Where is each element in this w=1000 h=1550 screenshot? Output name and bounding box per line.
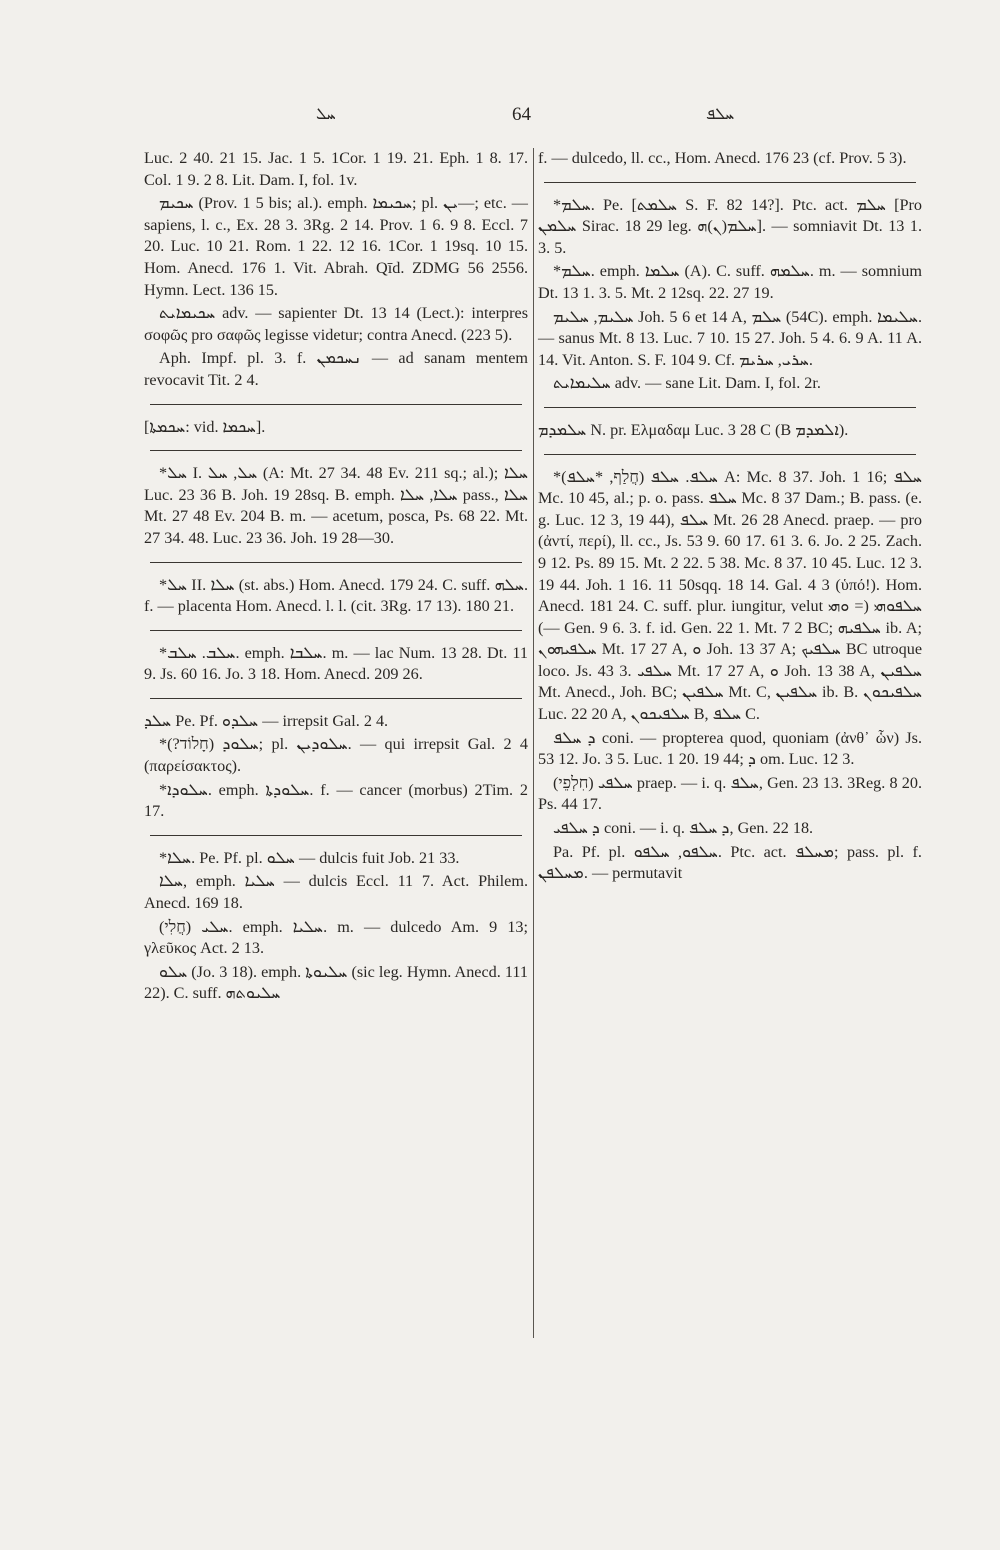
dictionary-entry: ܕ ܚܠܦ coni. — propterea quod, quoniam (ἀνθ᾽ ὧν) Js. 53 12. Jo. 3 5. Luc. 1 20. 19 44; ܕ om. Luc. 12 3. xyxy=(538,728,922,769)
dictionary-entry: Pa. Pf. pl. ܚܠܦܘ, ܚܠܦܘ. Ptc. act. ܡܚܠܦ; pass. pl. f. ܡܚܠܦܢ. — permutavit xyxy=(538,842,922,883)
dictionary-entry: *ܚܠ II. ܚܠܐ (st. abs.) Hom. Anecd. 179 24. C. suff. ܚܠܗ. f. — placenta Hom. Anecd. l. l. (cit. 3Rg. 17 13). 180 21. xyxy=(144,575,528,616)
dictionary-entry: Luc. 2 40. 21 15. Jac. 1 5. 1Cor. 1 19. 21. Eph. 1 8. 17. Col. 1 9. 2 8. Lit. Dam. I, fol. 1v. xyxy=(144,149,528,189)
entry-separator-rule xyxy=(150,835,522,836)
dictionary-entry: ܚܠܝܡܐܝܬ adv. — sane Lit. Dam. I, fol. 2r. xyxy=(553,374,821,393)
dictionary-entry: Aph. Impf. pl. 3. f. ܢܚܟܡܢ — ad sanam mentem revocavit Tit. 2 4. xyxy=(144,349,529,389)
left-column xyxy=(144,148,528,1007)
dictionary-entry: ܚܟܝܡܐܝܬ adv. — sapienter Dt. 13 14 (Lect.): interpres σοφῶς pro σαφῶς legisse videtur; contra Anecd. (223 5). xyxy=(144,304,528,344)
dictionary-entry: *ܚܠܘܕ (חָלוֹד?); pl. ܚܠܘܕܝܢ. — qui irrepsit Gal. 2 4 (παρείσακτος). xyxy=(144,735,528,776)
dictionary-entry: *ܚܠܐ. Pe. Pf. pl. ܚܠܘ — dulcis fuit Job. 21 33. xyxy=(159,848,460,867)
dictionary-entry: ܚܠܝ (חֲלִי). emph. ܚܠܝܐ. m. — dulcedo Am. 9 13; γλεῦκος Act. 2 13. xyxy=(144,917,529,958)
dictionary-entry: ܚܠܐ, emph. ܚܠܝܐ — dulcis Eccl. 11 7. Act. Philem. Anecd. 169 18. xyxy=(144,872,528,913)
dictionary-entry: f. — dulcedo, ll. cc., Hom. Anecd. 176 23 (cf. Prov. 5 3). xyxy=(538,149,907,167)
column-divider xyxy=(533,148,534,1338)
dictionary-entry: ܚܟܝܡ (Prov. 1 5 bis; al.). emph. ܚܟܝܡܐ; pl. ܝܢ—; etc. — sapiens, l. c., Ex. 28 3. 3Rg. 2 14. Prov. 1 6. 9 8. Eccl. 7 20. Luc. 10 21. Rom. 1 22. 12 16. 1Cor. 1 19sq. 10 15. Hom. Anecd. 176 1. Vit. Abrah. Qīd. ZDMG 56 2556. Hymn. Lect. 136 15. xyxy=(144,194,528,299)
entry-separator-rule xyxy=(544,454,916,455)
entry-separator-rule xyxy=(150,698,522,699)
dictionary-entry: ܚܠܦܝ (חִלְפֵי) praep. — i. q. ܚܠܦ, Gen. 23 13. 3Reg. 8 20. Ps. 44 17. xyxy=(538,773,922,814)
dictionary-entry: *ܚܠ I. ܚܠ, ܚܠ (A: Mt. 27 34. 48 Ev. 211 sq.; al.); ܚܠܐ Luc. 23 36 B. Joh. 19 28sq. B. emph. ܚܠܐ, ܚܠܐ pass., ܚܠܐ Mt. 27 48 Ev. 204 B. m. — acetum, posca, Ps. 68 22. Mt. 27 34. 48. Luc. 23 36. Joh. 19 28—30. xyxy=(144,464,528,547)
entry-separator-rule xyxy=(150,404,522,405)
dictionary-entry: ܚܠܘ (Jo. 3 18). emph. ܚܠܝܘܬܐ (sic leg. Hymn. Anecd. 111 22). C. suff. ܚܠܝܘܬܗ xyxy=(144,962,528,1003)
dictionary-entry: *ܚܠܦ. ܚܠܦ (חֲלַף, *ܚܠܦ) A: Mc. 8 37. Joh. 1 16; ܚܠܦ Mc. 10 45, al.; p. o. pass. ܚܠܦ Mc. 8 37 Dam.; B. pass. (e. g. Luc. 12 3, 19 44), ܚܠܦ Mt. 26 28 Anecd. praep. — pro (ἀντί, περί), ll. cc., Js. 53 9. 60 17. 61 3. 6. Jo. 2 25. Zach. 9 12. Ps. 89 15. Mt. 2 22. 5 38. Mc. 8 37. 10 45. Luc. 12 3. 19 44. Joh. 1 16. 11 50sqq. 18 14. Gal. 4 3 (ὑπό!). Hom. Anecd. 181 24. C. suff. plur. iungitur, velut ܚܠܦܘܗܝ (= ܘܗܝ—) Gen. 9 6. 3. f. id. Gen. 22 1. Mt. 7 2 BC; ܚܠܦܝܗ ib. A; ܚܠܦܝܗܘܢ Mt. 17 27 A, ܘ Joh. 13 37 A; ܚܠܦܝܟ BC utroque loco. Js. 43 3. ܚܠܦܝ Mt. 17 27 A, ܘ Joh. 13 38 A, ܚܠܦܝܢ Mt. Anecd., Joh. BC; ܚܠܦܝܢ Mt. C, ܚܠܦܝܢ ib. B. ܚܠܦܝܟܘܢ Luc. 22 20 A, ܚܠܦܝܟܘܢ B, ܚܠܦ C. xyxy=(538,467,923,724)
dictionary-entry: ܕ ܚܠܦܝ coni. — i. q. ܕ ܚܠܦ, Gen. 22 18. xyxy=(553,819,814,838)
dictionary-entry: ܚܠܝܡ, ܚܠܝܡ Joh. 5 6 et 14 A, ܚܠܡ (54C). emph. ܚܠܝܡܐ. — sanus Mt. 8 13. Luc. 7 10. 15 27. Joh. 5 4. 6. 9 A. 11 A. 14. Vit. Anton. S. F. 104 9. Cf. ܚܪܝ, ܚܪܝܡ. xyxy=(538,307,923,369)
dictionary-entry: *ܚܠܡ. Pe. [ܚܠܡܬ S. F. 82 14?]. Ptc. act. ܚܠܡ [Pro ܚܠܡܢ Sirac. 18 29 leg. ܚܠܡ(ܢ)ܗ]. — somniavit Dt. 13 1. 3. 5. xyxy=(538,195,922,257)
dictionary-entry: *ܚܠܡ. emph. ܚܠܡܐ (A). C. suff. ܚܠܡܗ. m. — somnium Dt. 13 1. 3. 5. Mt. 2 12sq. 22. 27 19. xyxy=(538,262,922,302)
page-number: 64 xyxy=(512,104,531,125)
entry-separator-rule xyxy=(544,182,916,183)
right-running-headword: ܚܠܦ xyxy=(706,104,735,123)
dictionary-entry: [ܚܟܡܬܐ: vid. ܚܟܡܐ]. xyxy=(144,417,266,436)
left-running-headword: ܚܠ xyxy=(316,104,336,123)
dictionary-entry: ܚܠܕ Pe. Pf. ܚܠܕܘ — irrepsit Gal. 2 4. xyxy=(144,711,389,730)
entry-separator-rule xyxy=(544,407,916,408)
entry-separator-rule xyxy=(150,630,522,631)
page-header xyxy=(140,104,920,134)
entry-separator-rule xyxy=(150,450,522,451)
dictionary-entry: *ܚܠܘܕܐ. emph. ܚܠܘܕܬܐ. f. — cancer (morbus) 2Tim. 2 17. xyxy=(144,780,528,821)
dictionary-entry: *ܚܠܒ. ܚܠܒ. emph. ܚܠܒܐ. m. — lac Num. 13 28. Dt. 11 9. Js. 60 16. Jo. 3 18. Hom. Anecd. 209 26. xyxy=(144,643,528,684)
entry-separator-rule xyxy=(150,562,522,563)
dictionary-entry: ܚܠܡܕܡ N. pr. Ελμαδαμ Luc. 3 28 C (B ܐܠܡܕܡ). xyxy=(538,420,849,439)
right-column xyxy=(538,148,922,887)
